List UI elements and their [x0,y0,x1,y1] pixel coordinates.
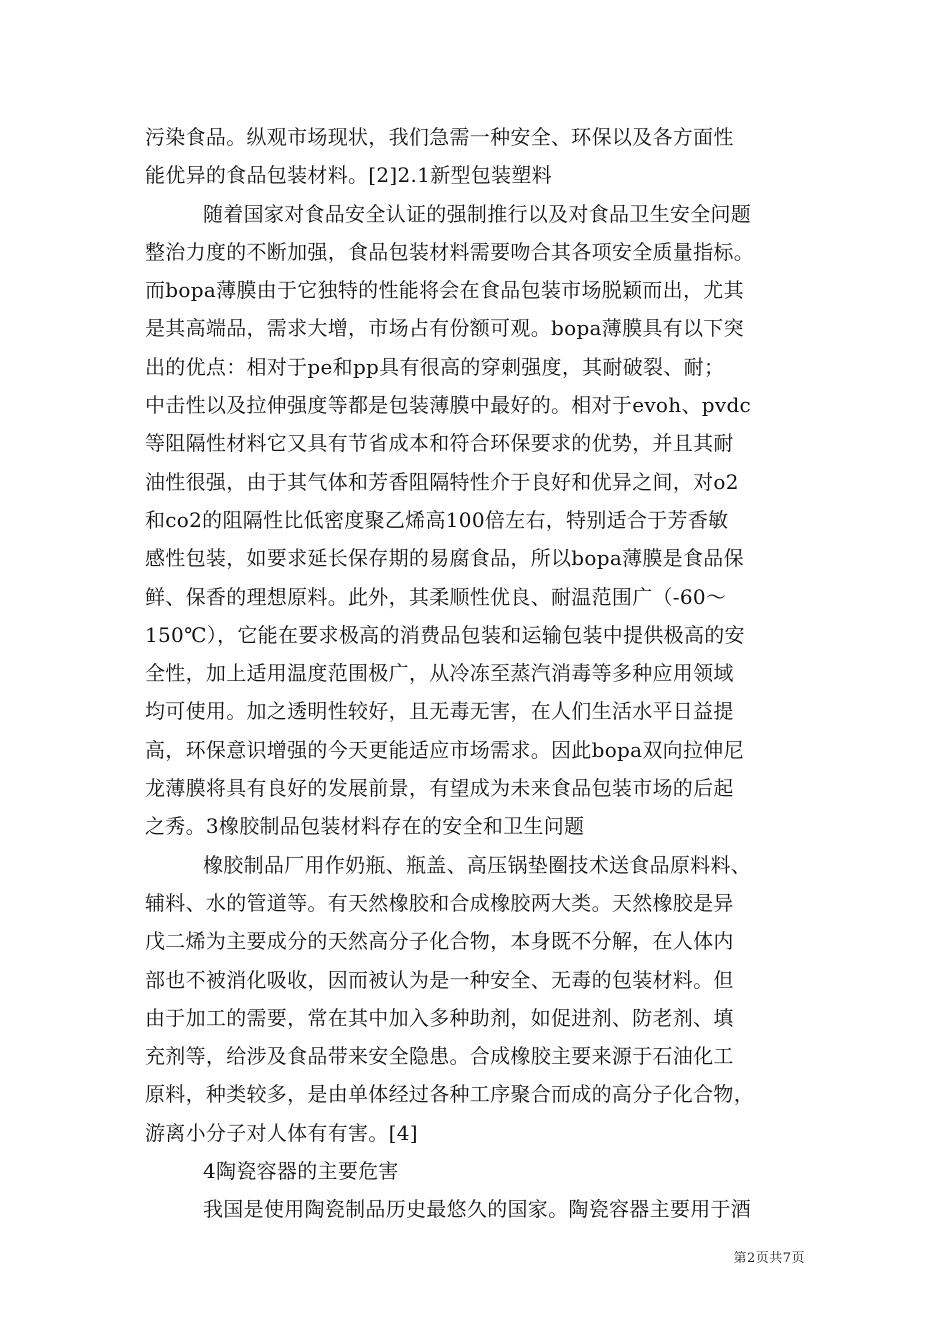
text-line: 能优异的食品包装材料。[2]2.1新型包装塑料 [145,163,553,188]
section-heading: 4陶瓷容器的主要危害 [203,1159,399,1184]
text-line: 是其高端品，需求大增，市场占有份额可观。bopa薄膜具有以下突 [145,316,744,341]
text-line: 游离小分子对人体有有害。[4] [145,1120,418,1145]
text-line: 中击性以及拉伸强度等都是包装薄膜中最好的。相对于evoh、pvdc [145,393,752,418]
text-line: 150℃），它能在要求极高的消费品包装和运输包装中提供极高的安 [145,622,745,647]
text-line: 原料，种类较多，是由单体经过各种工序聚合而成的高分子化合物， [145,1082,754,1107]
text-line: 和co2的阻隔性比低密度聚乙烯高100倍左右，特别适合于芳香敏 [145,507,729,532]
text-line: 戊二烯为主要成分的天然高分子化合物，本身既不分解，在人体内 [145,929,734,954]
text-line: 鲜、保香的理想原料。此外，其柔顺性优良、耐温范围广（-60～ [145,584,727,609]
text-line: 均可使用。加之透明性较好，且无毒无害，在人们生活水平日益提 [145,699,734,724]
page-number-footer: 第2页共7页 [733,1251,805,1266]
text-line: 污染食品。纵观市场现状，我们急需一种安全、环保以及各方面性 [145,125,734,149]
text-line: 辅料、水的管道等。有天然橡胶和合成橡胶两大类。天然橡胶是异 [145,890,734,915]
text-line: 全性，加上适用温度范围极广，从冷冻至蒸汽消毒等多种应用领域 [145,661,734,686]
text-line: 油性很强，由于其气体和芳香阻隔特性介于良好和优异之间，对o2 [145,469,739,494]
text-line: 充剂等，给涉及食品带来安全隐患。合成橡胶主要来源于石油化工 [145,1044,734,1069]
text-line: 之秀。3橡胶制品包装材料存在的安全和卫生问题 [145,814,585,839]
text-line: 整治力度的不断加强，食品包装材料需要吻合其各项安全质量指标。 [145,239,754,264]
paragraph-start-line: 随着国家对食品安全认证的强制推行以及对食品卫生安全问题 [203,201,752,226]
text-line: 出的优点：相对于pe和pp具有很高的穿刺强度，其耐破裂、耐； [145,354,725,379]
document-body [145,118,810,1229]
text-line: 高，环保意识增强的今天更能适应市场需求。因此bopa双向拉伸尼 [145,737,744,762]
paragraph-start-line: 橡胶制品厂用作奶瓶、瓶盖、高压锅垫圈技术送食品原料料、 [203,852,752,877]
text-line: 由于加工的需要，常在其中加入多种助剂，如促进剂、防老剂、填 [145,1005,734,1030]
text-line: 等阻隔性材料它又具有节省成本和符合环保要求的优势，并且其耐 [145,431,734,456]
text-line: 龙薄膜将具有良好的发展前景，有望成为未来食品包装市场的后起 [145,776,734,801]
text-line: 感性包装，如要求延长保存期的易腐食品，所以bopa薄膜是食品保 [145,546,744,571]
text-line: 而bopa薄膜由于它独特的性能将会在食品包装市场脱颖而出，尤其 [145,278,744,303]
paragraph-start-line: 我国是使用陶瓷制品历史最悠久的国家。陶瓷容器主要用于酒 [203,1197,752,1222]
text-line: 部也不被消化吸收，因而被认为是一种安全、无毒的包装材料。但 [145,967,734,992]
